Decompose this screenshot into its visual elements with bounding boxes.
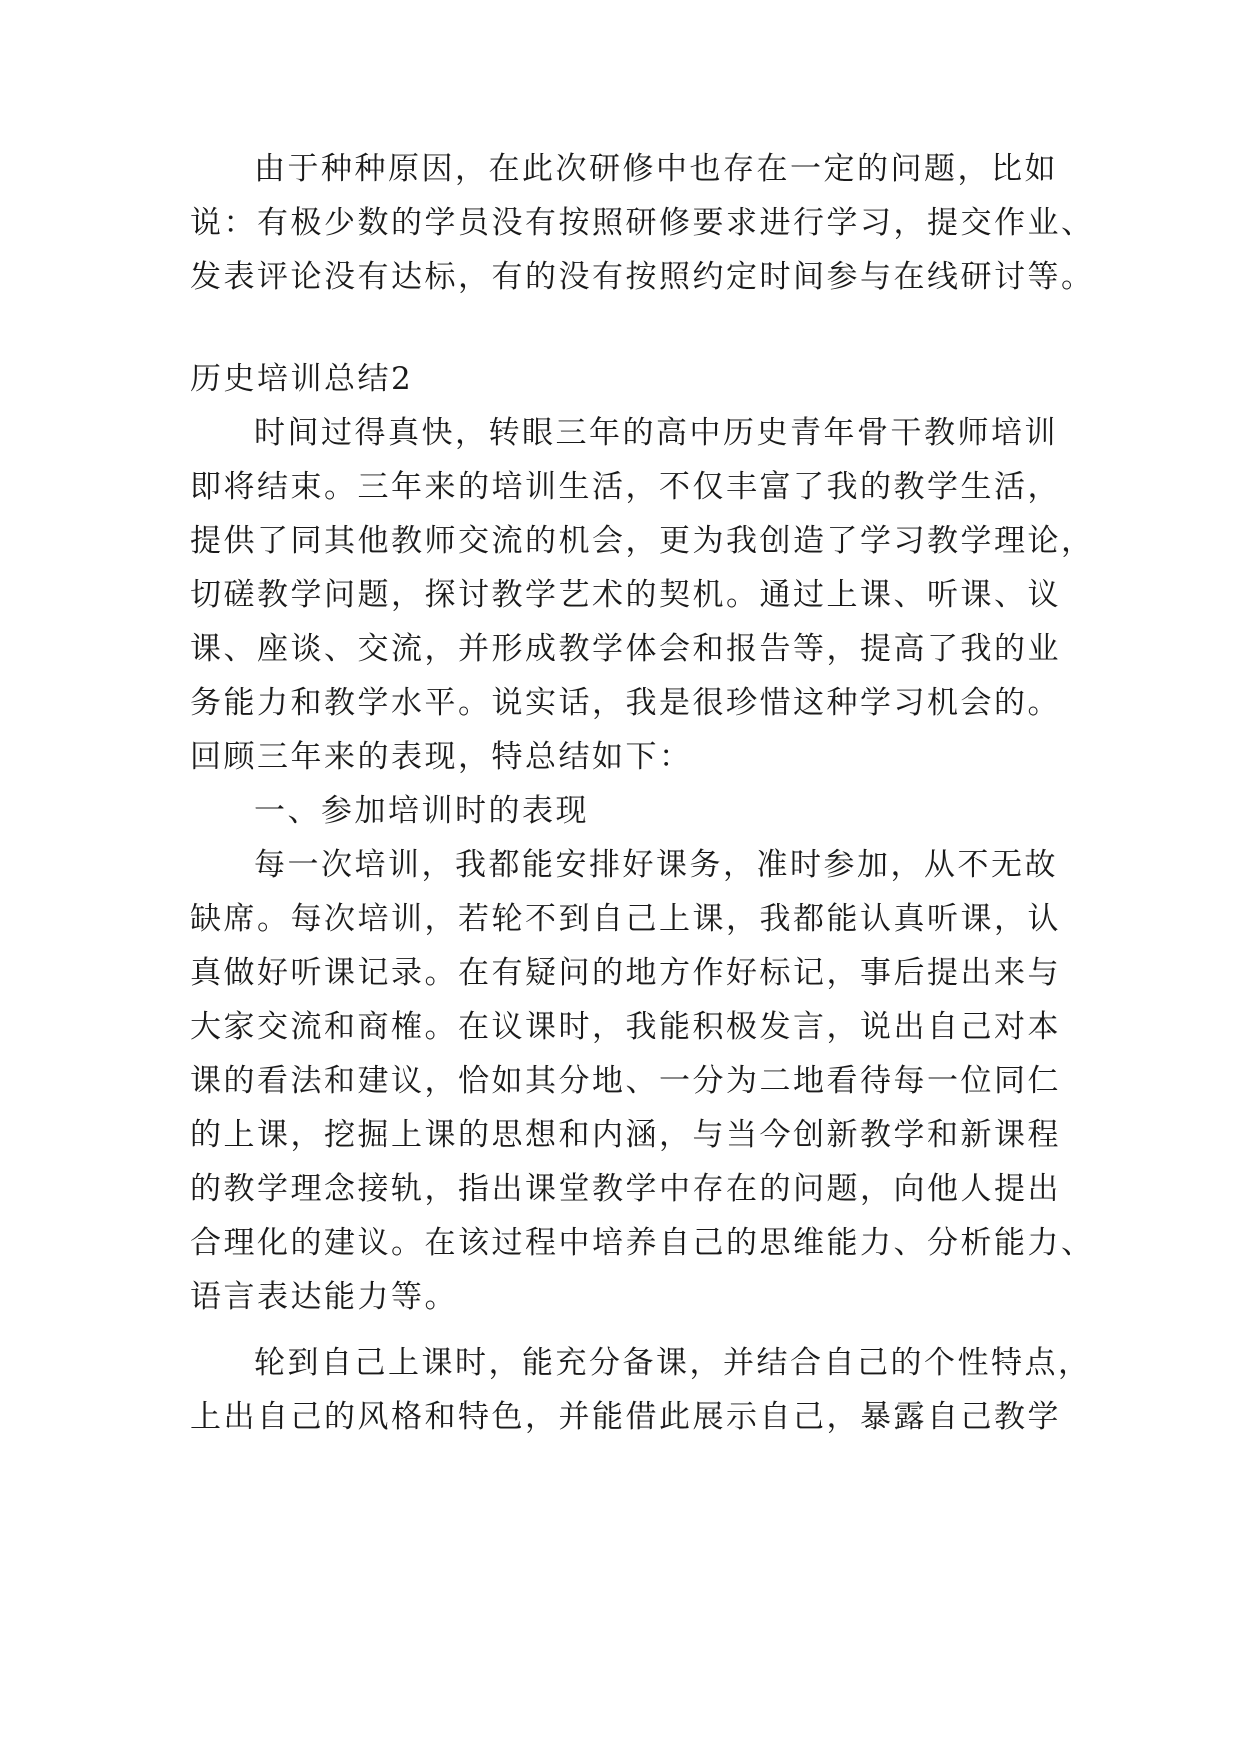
paragraph-2-line-6: 务能力和教学水平。说实话，我是很珍惜这种学习机会的。 <box>190 685 1061 721</box>
subheading: 一、参加培训时的表现 <box>254 793 589 829</box>
paragraph-1-line-3: 发表评论没有达标，有的没有按照约定时间参与在线研讨等。 <box>190 259 1095 295</box>
paragraph-3-line-9: 语言表达能力等。 <box>190 1279 458 1315</box>
paragraph-3-line-8: 合理化的建议。在该过程中培养自己的思维能力、分析能力、 <box>190 1225 1095 1261</box>
paragraph-4-line-2: 上出自己的风格和特色，并能借此展示自己，暴露自己教学 <box>190 1399 1061 1435</box>
paragraph-3-line-5: 课的看法和建议，恰如其分地、一分为二地看待每一位同仁 <box>190 1063 1061 1099</box>
paragraph-2-line-2: 即将结束。三年来的培训生活，不仅丰富了我的教学生活， <box>190 469 1061 505</box>
paragraph-4-line-1: 轮到自己上课时，能充分备课，并结合自己的个性特点， <box>254 1345 1092 1381</box>
paragraph-3-line-3: 真做好听课记录。在有疑问的地方作好标记，事后提出来与 <box>190 955 1061 991</box>
paragraph-2-line-4: 切磋教学问题，探讨教学艺术的契机。通过上课、听课、议 <box>190 577 1061 613</box>
paragraph-2-line-1: 时间过得真快，转眼三年的高中历史青年骨干教师培训 <box>254 415 1058 451</box>
paragraph-1-line-2: 说：有极少数的学员没有按照研修要求进行学习，提交作业、 <box>190 205 1095 241</box>
paragraph-3-line-2: 缺席。每次培训，若轮不到自己上课，我都能认真听课，认 <box>190 901 1061 937</box>
paragraph-3-line-4: 大家交流和商榷。在议课时，我能积极发言，说出自己对本 <box>190 1009 1061 1045</box>
paragraph-3-line-7: 的教学理念接轨，指出课堂教学中存在的问题，向他人提出 <box>190 1171 1061 1207</box>
paragraph-2-line-3: 提供了同其他教师交流的机会，更为我创造了学习教学理论， <box>190 523 1095 559</box>
paragraph-2-line-7: 回顾三年来的表现，特总结如下： <box>190 739 693 775</box>
paragraph-1-line-1: 由于种种原因，在此次研修中也存在一定的问题，比如 <box>254 151 1058 187</box>
section-heading: 历史培训总结2 <box>190 361 414 397</box>
paragraph-3-line-1: 每一次培训，我都能安排好课务，准时参加，从不无故 <box>254 847 1058 883</box>
paragraph-2-line-5: 课、座谈、交流，并形成教学体会和报告等，提高了我的业 <box>190 631 1061 667</box>
paragraph-3-line-6: 的上课，挖掘上课的思想和内涵，与当今创新教学和新课程 <box>190 1117 1061 1153</box>
